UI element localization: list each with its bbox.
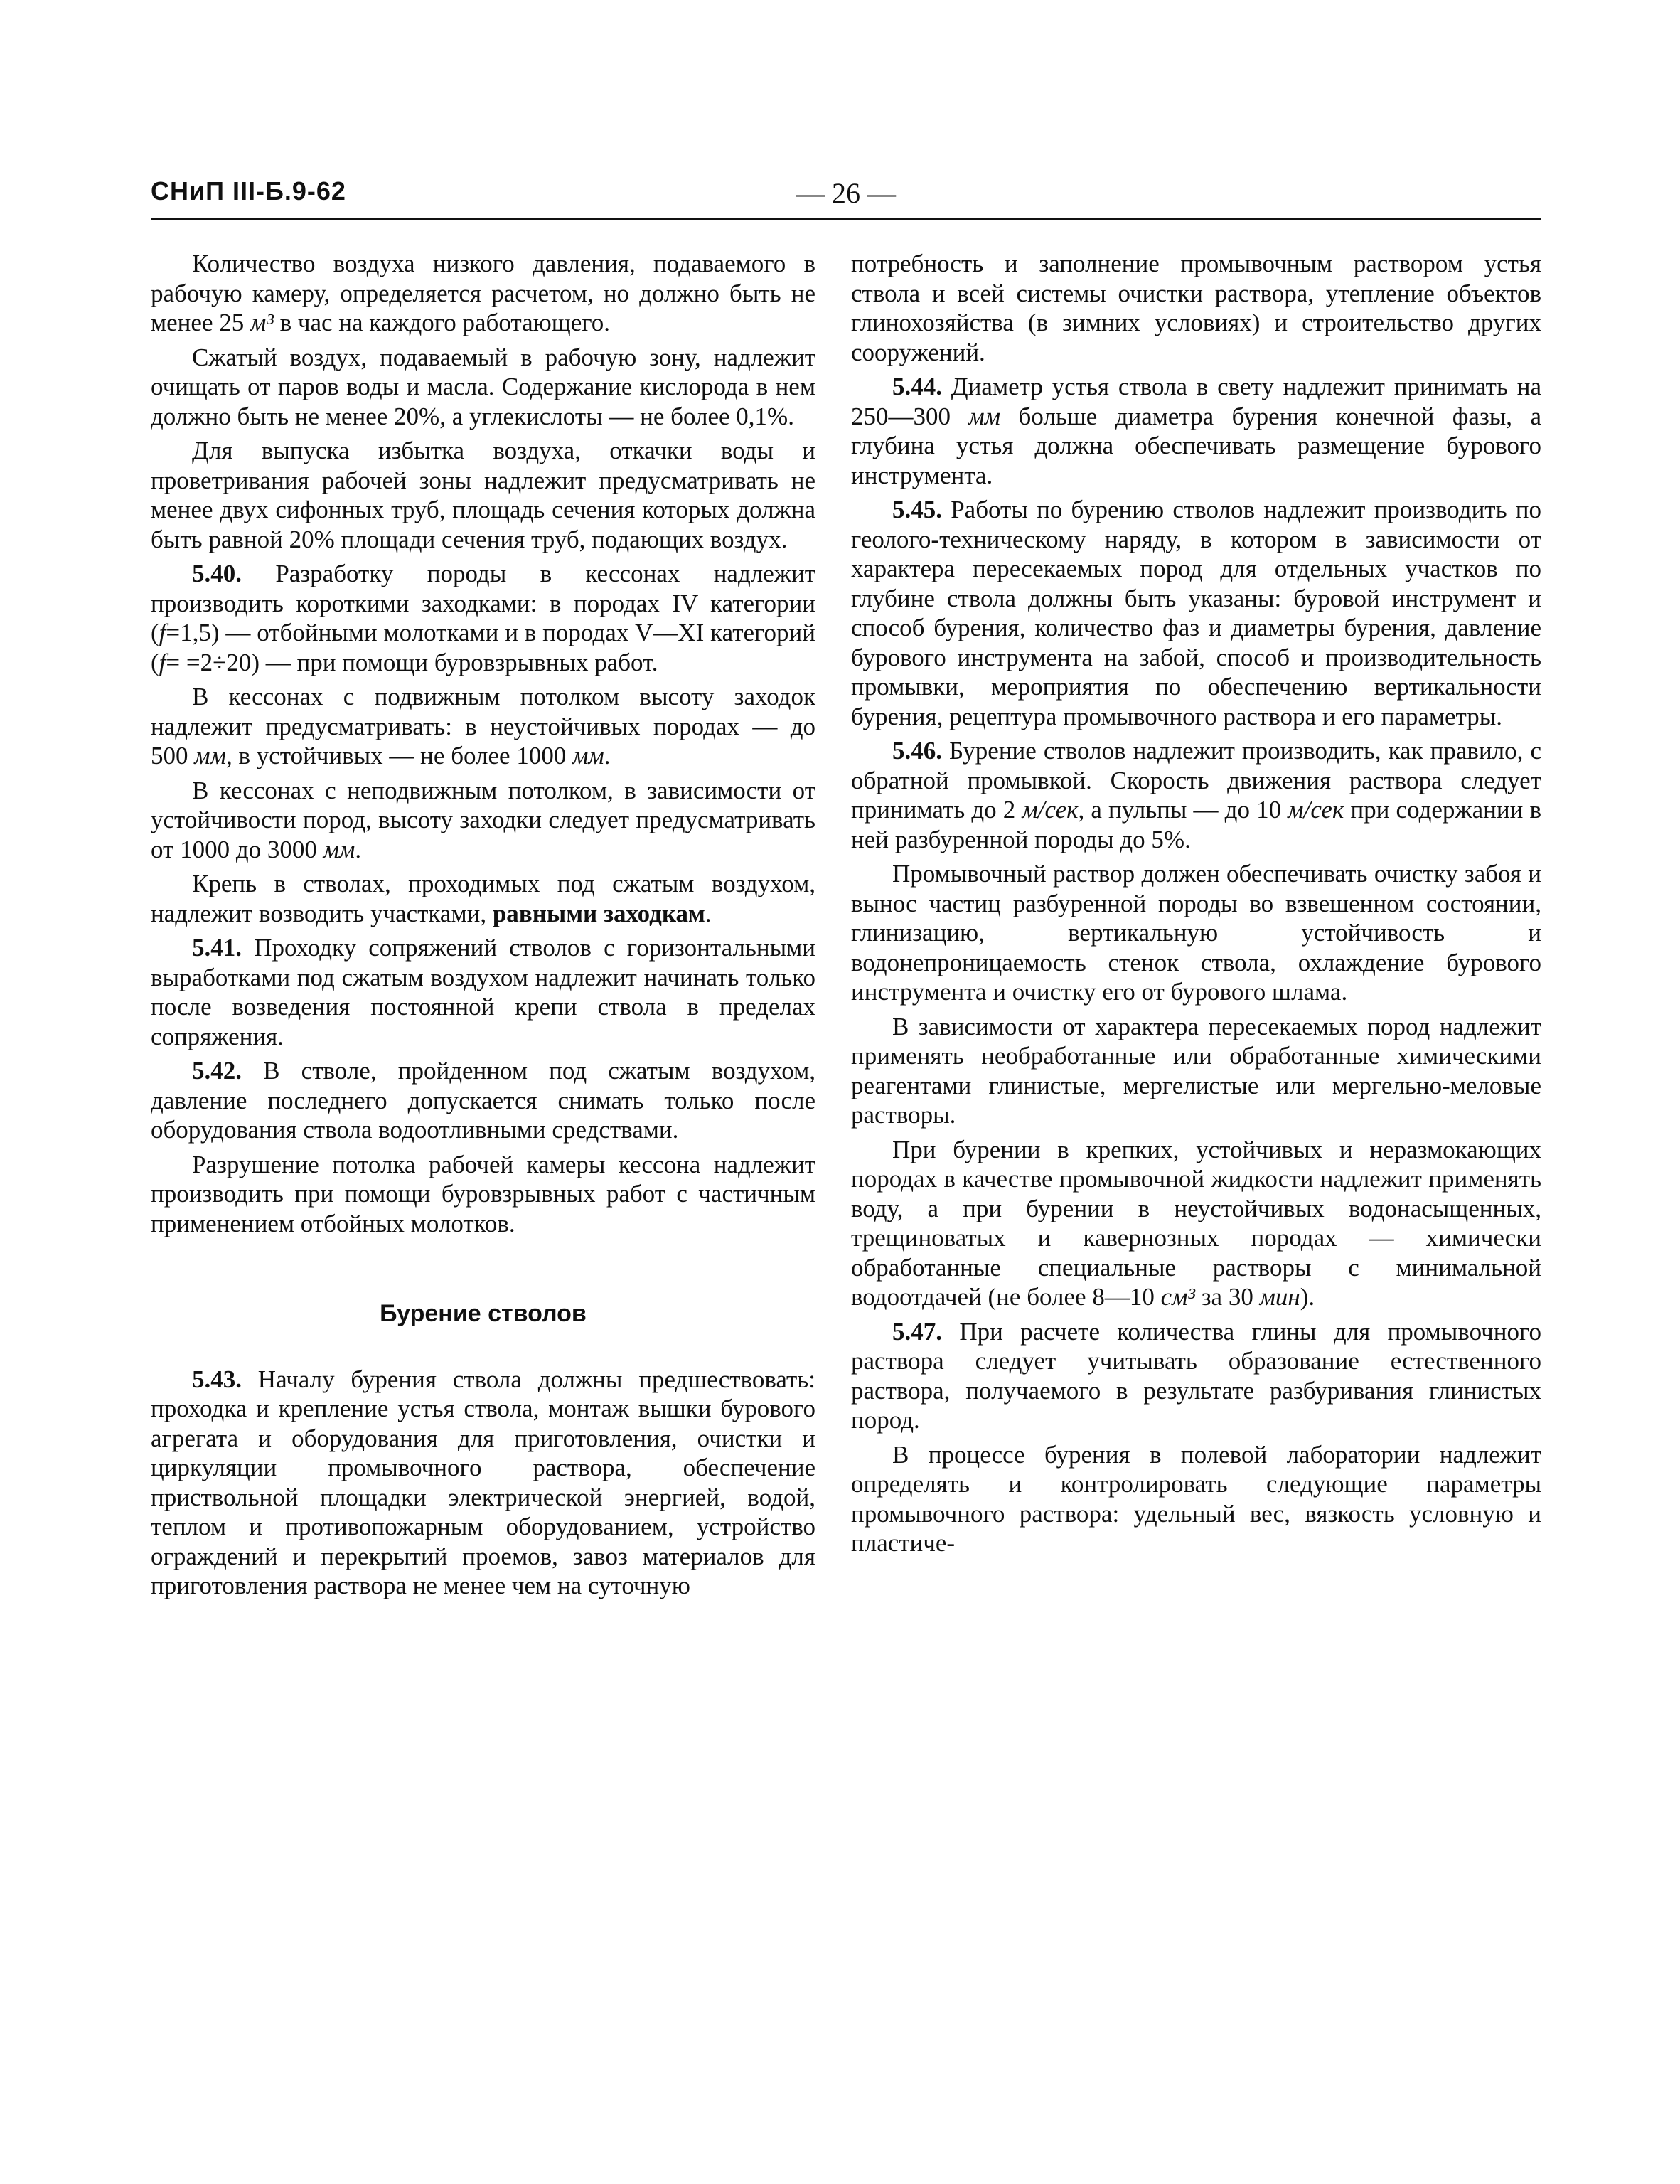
clause-number: 5.45.: [892, 496, 942, 523]
clause-5-41: 5.41. Проходку сопряжений стволов с горизонтальными выработками под сжатым воздухом надлежит начинать только после возведения постоянной крепи ствола в пределах сопряжения.: [151, 934, 815, 1050]
clause-number: 5.46.: [892, 737, 942, 765]
clause-5-46: 5.46. Бурение стволов надлежит производить, как правило, с обратной промывкой. Скорость движения раствора следует принимать до 2 м/сек, а пульпы — до 10 м/сек при содержании в ней разбуренной породы до 5%.: [851, 737, 1541, 853]
paragraph: В кессонах с подвижным потолком высоту заходок надлежит предусматривать: в неустойчивых породах — до 500 мм, в устойчивых — не более 1000 мм.: [151, 683, 815, 769]
paragraph: В процессе бурения в полевой лаборатории надлежит определять и контролировать следующие параметры промывочного раствора: удельный вес, вязкость условную и пластиче-: [851, 1440, 1541, 1557]
header-rule: [151, 218, 1541, 220]
clause-number: 5.41.: [192, 934, 242, 962]
clause-5-44: 5.44. Диаметр устья ствола в свету надлежит принимать на 250—300 мм больше диаметра бурения конечной фазы, а глубина устья должна обеспечивать размещение бурового инструмента.: [851, 373, 1541, 489]
paragraph: Для выпуска избытка воздуха, откачки воды и проветривания рабочей зоны надлежит предусматривать не менее двух сифонных труб, площадь сечения которых должна быть равной 20% площади сечения труб, подающих воздух.: [151, 437, 815, 553]
paragraph: При бурении в крепких, устойчивых и неразмокающих породах в качестве промывочной жидкости надлежит применять воду, а при бурении в неустойчивых водонасыщенных, трещиноватых и кавернозных породах — химически обработанные специальные растворы с минимальной водоотдачей (не более 8—10 см³ за 30 мин).: [851, 1135, 1541, 1311]
document-code: СНиП III-Б.9-62: [151, 176, 346, 206]
paragraph: Крепь в стволах, проходимых под сжатым воздухом, надлежит возводить участками, равными заходкам.: [151, 870, 815, 927]
clause-5-42: 5.42. В стволе, пройденном под сжатым воздухом, давление последнего допускается снимать только после оборудования ствола водоотливными средствами.: [151, 1057, 815, 1144]
left-column: [151, 249, 815, 1606]
right-column: [851, 249, 1541, 1563]
clause-5-47: 5.47. При расчете количества глины для промывочного раствора следует учитывать образование естественного раствора, получаемого в результате разбуривания глинистых пород.: [851, 1317, 1541, 1434]
paragraph: В зависимости от характера пересекаемых пород надлежит применять необработанные или обработанные химическими реагентами глинистые, мергелистые или мергельно-меловые растворы.: [851, 1012, 1541, 1129]
page-number: — 26 —: [796, 177, 896, 209]
clause-5-43: 5.43. Началу бурения ствола должны предшествовать: проходка и крепление устья ствола, монтаж вышки бурового агрегата и оборудования для приготовления, очистки и циркуляции промывочного раствора, обеспечение приствольной площадки электрической энергией, водой, теплом и противопожарным оборудованием, устройство ограждений и перекрытий проемов, завоз материалов для приготовления раствора не менее чем на суточную: [151, 1365, 815, 1599]
clause-5-45: 5.45. Работы по бурению стволов надлежит производить по геолого-техническому наряду, в котором в зависимости от характера пересекаемых пород для отдельных участков по глубине ствола должны быть указаны: буровой инструмент и способ бурения, количество фаз и диаметры бурения, давление бурового инструмента на забой, способ и производительность промывки, мероприятия по обеспечению вертикальности бурения, рецептура промывочного раствора и его параметры.: [851, 496, 1541, 730]
clause-number: 5.43.: [192, 1365, 242, 1393]
clause-number: 5.42.: [192, 1057, 242, 1085]
clause-5-40: 5.40. Разработку породы в кессонах надлежит производить короткими заходками: в породах IV категории (f=1,5) — отбойными молотками и в породах V—XI категорий (f= =2÷20) — при помощи буровзрывных работ.: [151, 560, 815, 676]
clause-number: 5.44.: [892, 373, 942, 400]
clause-number: 5.47.: [892, 1317, 942, 1346]
page-header: [151, 169, 1541, 215]
section-heading: Бурение стволов: [380, 1300, 587, 1327]
paragraph: Сжатый воздух, подаваемый в рабочую зону, надлежит очищать от паров воды и масла. Содержание кислорода в нем должно быть не менее 20%, а углекислоты — не более 0,1%.: [151, 343, 815, 430]
paragraph: В кессонах с неподвижным потолком, в зависимости от устойчивости пород, высоту заходки следует предусматривать от 1000 до 3000 мм.: [151, 776, 815, 863]
clause-number: 5.40.: [192, 560, 242, 587]
paragraph: Промывочный раствор должен обеспечивать очистку забоя и вынос частиц разбуренной породы во взвешенном состоянии, глинизацию, вертикальную устойчивость и водонепроницаемость стенок ствола, охлаждение бурового инструмента и очистку его от бурового шлама.: [851, 860, 1541, 1006]
paragraph: Разрушение потолка рабочей камеры кессона надлежит производить при помощи буровзрывных работ с частичным применением отбойных молотков.: [151, 1150, 815, 1237]
paragraph: потребность и заполнение промывочным раствором устья ствола и всей системы очистки раствора, утепление объектов глинохозяйства (в зимних условиях) и строительство других сооружений.: [851, 250, 1541, 366]
paragraph: Количество воздуха низкого давления, подаваемого в рабочую камеру, определяется расчетом, но должно быть не менее 25 м³ в час на каждого работающего.: [151, 250, 815, 336]
